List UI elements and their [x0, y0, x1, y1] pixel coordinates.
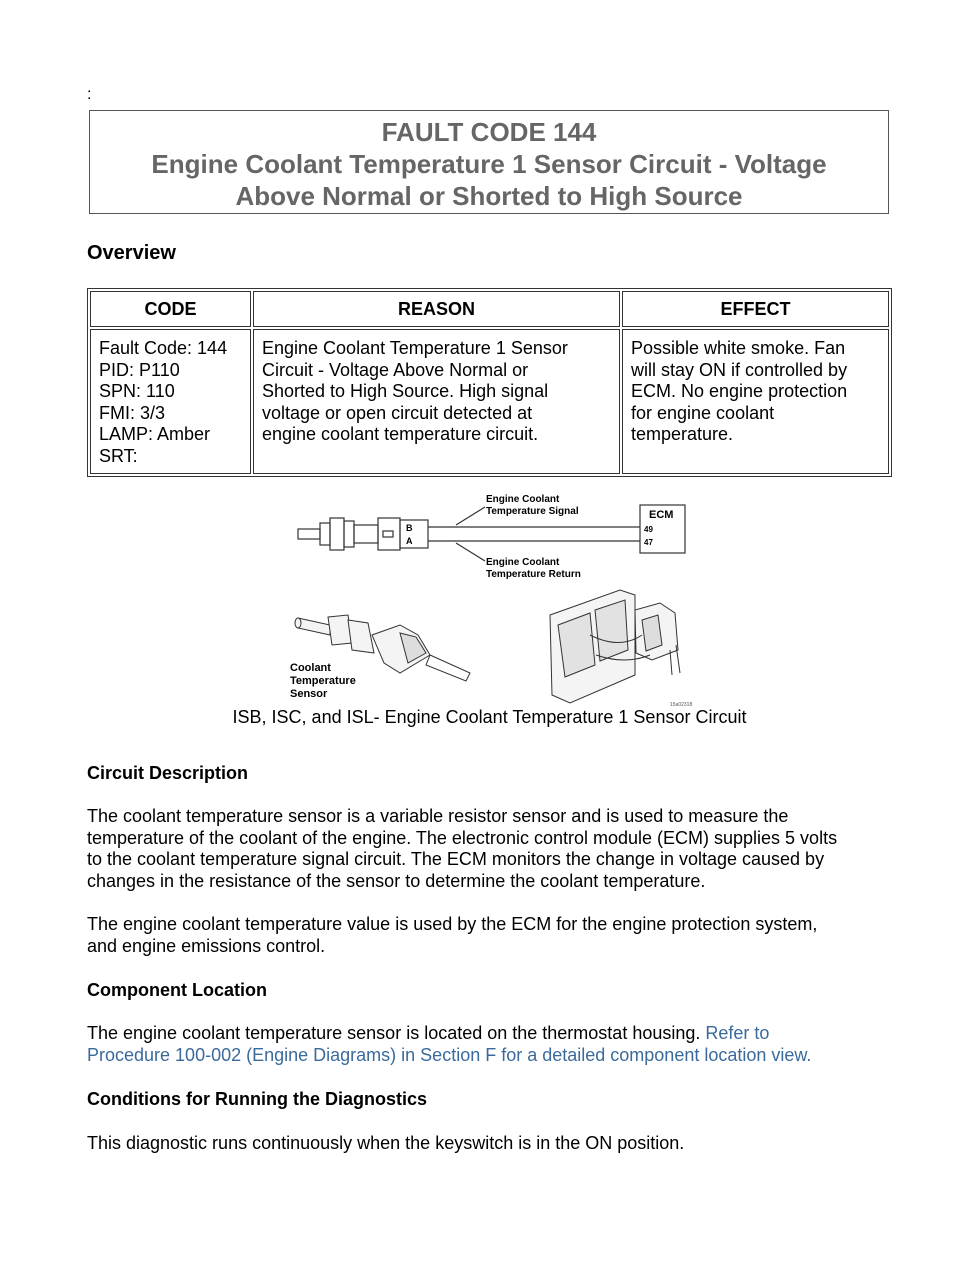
sensor-label-1: Coolant: [290, 662, 331, 674]
effect-line: temperature.: [631, 424, 734, 444]
conditions-paragraph: This diagnostic runs continuously when the keyswitch is in the ON position.: [87, 1133, 685, 1153]
code-line: FMI: 3/3: [99, 402, 166, 423]
fault-description-line-2: Above Normal or Shorted to High Source: [235, 181, 743, 211]
reason-line: voltage or open circuit detected at: [262, 402, 533, 423]
overview-heading: Overview: [87, 242, 176, 264]
text-line: The coolant temperature sensor is a variable resistor sensor and is used to measure the: [87, 806, 789, 826]
reason-line: Circuit - Voltage Above Normal or: [262, 359, 529, 380]
text-line: The engine coolant temperature value is used by the ECM for the engine protection system,: [87, 914, 818, 934]
component-location-text: The engine coolant temperature sensor is located on the thermostat housing.: [87, 1023, 701, 1043]
pin-47-label: 47: [644, 538, 653, 547]
table-header-row: [90, 291, 889, 327]
figure-caption: ISB, ISC, and ISL- Engine Coolant Temperature 1 Sensor Circuit: [232, 707, 747, 727]
overview-table: [87, 288, 892, 477]
code-line: SPN: 110: [99, 381, 175, 401]
effect-cell: [622, 329, 889, 474]
reason-line: Shorted to High Source. High signal: [262, 381, 549, 401]
code-line: SRT:: [99, 445, 138, 466]
code-line: LAMP: Amber: [99, 424, 211, 444]
sensor-label-2: Temperature: [290, 675, 356, 687]
effect-line: Possible white smoke. Fan: [631, 338, 846, 358]
figure-id: 15a02318: [670, 702, 693, 708]
component-location-heading: Component Location: [87, 980, 267, 1000]
sensor-label-3: Sensor: [290, 688, 328, 700]
fault-code-title: FAULT CODE 144: [381, 117, 597, 147]
circuit-description-paragraph-2: [87, 914, 897, 957]
text-line: to the coolant temperature signal circuit. The ECM monitors the change in voltage caused by: [87, 849, 825, 869]
reason-line: engine coolant temperature circuit.: [262, 424, 539, 444]
effect-line: will stay ON if controlled by: [631, 359, 848, 380]
code-line: Fault Code: 144: [99, 338, 228, 358]
text-line: temperature of the coolant of the engine. The electronic control module (ECM) supplies 5 volts: [87, 827, 838, 848]
text-line: changes in the resistance of the sensor to determine the coolant temperature.: [87, 870, 706, 891]
fault-title-box: [89, 110, 889, 214]
pin-49-label: 49: [644, 525, 653, 534]
header-effect: EFFECT: [622, 291, 889, 327]
pin-b-label: B: [406, 523, 413, 533]
code-line: PID: P110: [99, 359, 180, 380]
effect-line: for engine coolant: [631, 402, 775, 423]
code-cell: [90, 329, 251, 474]
circuit-description-heading: Circuit Description: [87, 763, 249, 783]
header-reason: REASON: [253, 291, 620, 327]
text-line: [87, 1023, 897, 1045]
effect-line: ECM. No engine protection: [631, 381, 848, 401]
pin-a-label: A: [406, 536, 413, 546]
signal-label-2: Temperature Signal: [486, 506, 579, 517]
ecm-label: ECM: [649, 509, 674, 521]
sensor-circuit-diagram: [290, 485, 700, 710]
return-label-2: Temperature Return: [486, 569, 581, 580]
header-code: CODE: [90, 291, 251, 327]
return-label-1: Engine Coolant: [486, 557, 560, 568]
fault-description-line-1: Engine Coolant Temperature 1 Sensor Circuit - Voltage: [151, 149, 827, 179]
reason-line: Engine Coolant Temperature 1 Sensor: [262, 338, 568, 358]
colon-mark: :: [87, 86, 92, 103]
text-line: and engine emissions control.: [87, 935, 326, 956]
circuit-description-paragraph-1: [87, 806, 897, 892]
conditions-heading: Conditions for Running the Diagnostics: [87, 1089, 427, 1109]
ecm-illustration: [550, 590, 680, 703]
reason-cell: [253, 329, 620, 474]
signal-label-1: Engine Coolant: [486, 494, 560, 505]
table-row: [90, 329, 889, 474]
component-location-paragraph: [87, 1023, 897, 1066]
procedure-link[interactable]: Refer to: [705, 1023, 770, 1043]
procedure-link-continued[interactable]: Procedure 100-002 (Engine Diagrams) in Section F for a detailed component location view.: [87, 1044, 812, 1065]
